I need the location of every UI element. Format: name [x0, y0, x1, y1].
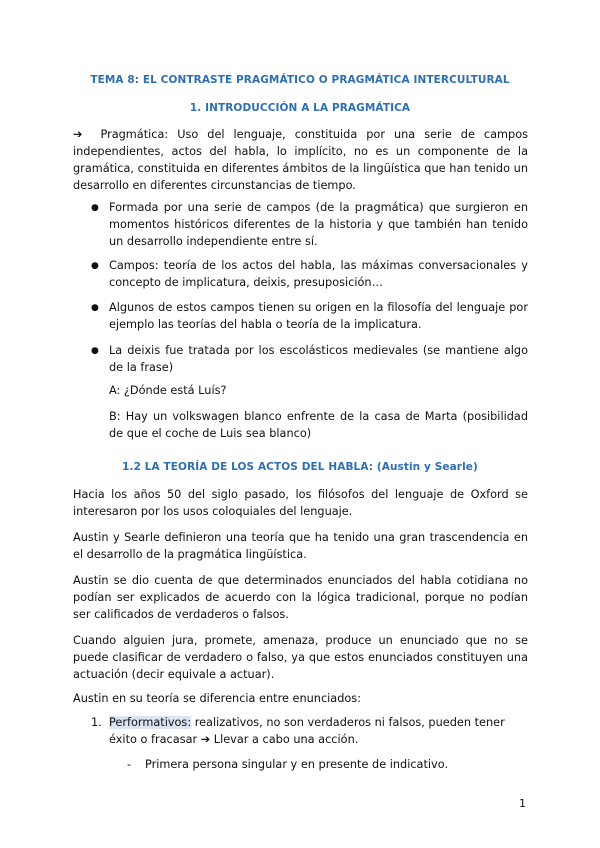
list-item-performativos: [109, 714, 528, 748]
page-number: 1: [519, 797, 526, 810]
example-line-a: A: ¿Dónde está Luís?: [109, 384, 227, 397]
intro-text: Pragmática: Uso del lenguaje, constituida por una serie de campos independientes, actos del habla, lo implícito, no es un componente de la gramática, constituida en diferentes ámbitos de la lingüística que han tenido un desarrollo en diferentes circunstancias de tiempo.: [73, 128, 528, 192]
bullet-item-2: Campos: teoría de los actos del habla, las máximas conversacionales y concepto de implicatura, deixis, presuposición…: [109, 259, 528, 289]
bullet-icon: ●: [91, 303, 99, 313]
example-line-b: B: Hay un volkswagen blanco enfrente de la casa de Marta (posibilidad de que el coche de Luis sea blanco): [109, 410, 528, 440]
list-number: 1.: [91, 716, 102, 729]
bullet-item-3: Algunos de estos campos tienen su origen en la filosofía del lenguaje por ejemplo las teorías del habla o teoría de la implicatura.: [109, 301, 528, 331]
main-title: TEMA 8: EL CONTRASTE PRAGMÁTICO O PRAGMÁTICA INTERCULTURAL: [90, 74, 510, 86]
body-paragraph-5: Austin en su teoría se diferencia entre enunciados:: [73, 692, 362, 705]
body-paragraph-2: Austin y Searle definieron una teoría que ha tenido una gran trascendencia en el desarrollo de la pragmática lingüística.: [73, 531, 528, 561]
section-heading-speech-acts: 1.2 LA TEORÍA DE LOS ACTOS DEL HABLA: (Austin y Searle): [122, 461, 478, 473]
arrow-icon: ➔: [73, 128, 83, 141]
sub-item-text: Primera persona singular y en presente de indicativo.: [145, 758, 449, 771]
dash-marker: -: [127, 758, 132, 771]
body-paragraph-3: Austin se dio cuenta de que determinados enunciados del habla cotidiana no podían ser explicados de acuerdo con la lógica tradicional, porque no podían ser calificados de verdaderos o falsos.: [73, 574, 528, 621]
highlighted-term: Performativos:: [109, 716, 192, 729]
bullet-icon: ●: [91, 346, 99, 356]
intro-paragraph: [73, 126, 528, 194]
bullet-item-4: La deixis fue tratada por los escolásticos medievales (se mantiene algo de la frase): [109, 344, 528, 374]
bullet-icon: ●: [91, 261, 99, 271]
body-paragraph-4: Cuando alguien jura, promete, amenaza, produce un enunciado que no se puede clasificar de verdadero o falso, ya que estos enunciados constituyen una actuación (decir equivale a actuar).: [73, 634, 528, 681]
body-paragraph-1: Hacia los años 50 del siglo pasado, los filósofos del lenguaje de Oxford se interesaron por los usos coloquiales del lenguaje.: [73, 488, 528, 518]
bullet-icon: ●: [91, 203, 99, 213]
bullet-item-1: Formada por una serie de campos (de la pragmática) que surgieron en momentos históricos diferentes de la historia y que también han tenido un desarrollo independiente entre sí.: [109, 201, 528, 248]
list-item-text: realizativos, no son verdaderos ni falsos, pueden tener éxito o fracasar ➔ Llevar a cabo una acción.: [109, 716, 505, 746]
section-heading-introduction: 1. INTRODUCCIÓN A LA PRAGMÁTICA: [189, 102, 411, 114]
